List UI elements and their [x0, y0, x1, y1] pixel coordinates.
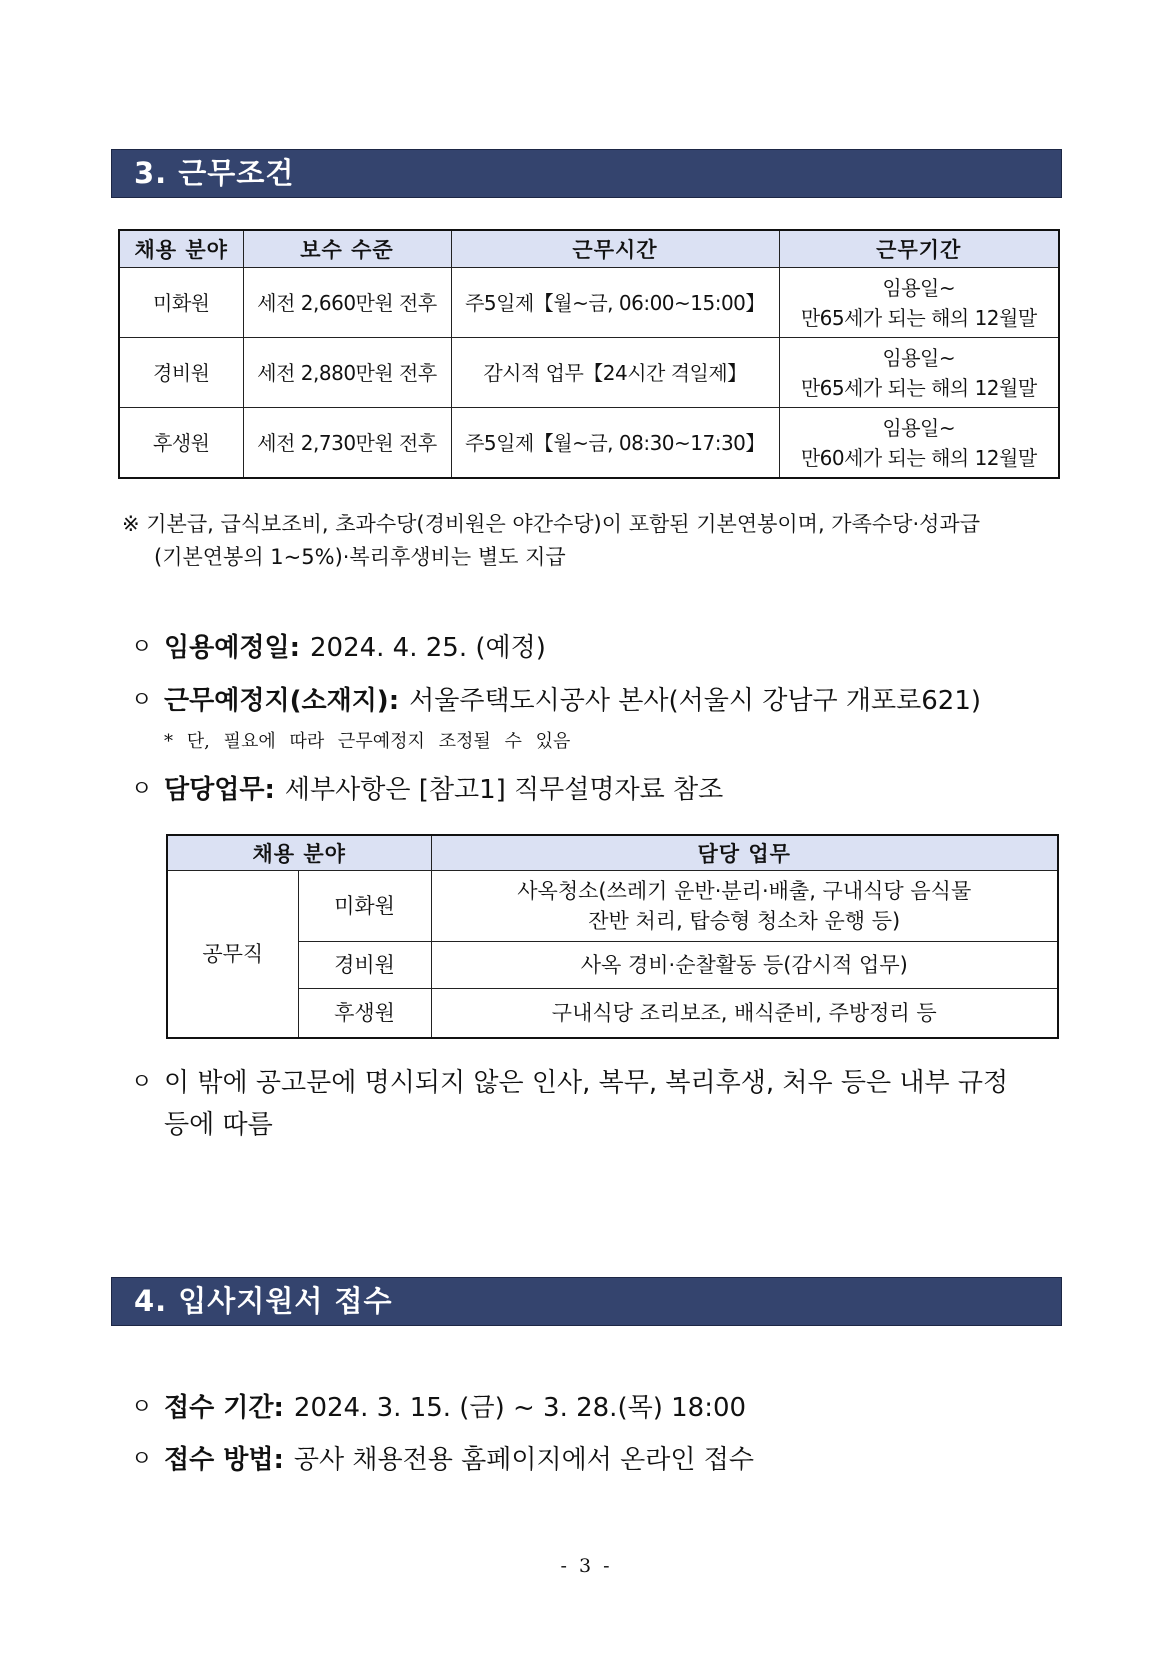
- period-line: 만60세가 되는 해의 12월말: [800, 445, 1037, 470]
- conditions-table: [118, 229, 1060, 479]
- column-header-period: 근무기간: [779, 230, 1059, 268]
- cell-pay: 세전 2,660만원 전후: [243, 268, 451, 338]
- bullet-icon: ㅇ: [131, 1070, 153, 1095]
- bullet-icon: ㅇ: [131, 688, 153, 713]
- item-value: 세부사항은 [참고1] 직무설명자료 참조: [284, 775, 724, 805]
- table-row: [167, 942, 1058, 989]
- cell-field: 미화원: [119, 268, 243, 338]
- table-row: [119, 268, 1059, 338]
- section-4-title: 4. 입사지원서 접수: [134, 1284, 393, 1318]
- column-header-pay: 보수 수준: [243, 230, 451, 268]
- item-value: 공사 채용전용 홈페이지에서 온라인 접수: [293, 1445, 754, 1475]
- cell-hours: 주5일제【월~금, 08:30~17:30】: [451, 408, 779, 479]
- item-label: 담당업무:: [164, 775, 275, 805]
- item-label: 접수 방법:: [164, 1445, 284, 1475]
- item-label: 근무예정지(소재지):: [164, 686, 400, 716]
- duty-line: 잔반 처리, 탑승형 청소차 운행 등): [588, 909, 901, 933]
- table-row: [119, 338, 1059, 408]
- cell-field: 미화원: [298, 871, 431, 942]
- item-label: 임용예정일:: [164, 633, 300, 663]
- item-value: 2024. 4. 25. (예정): [309, 633, 546, 663]
- bullet-icon: ㅇ: [131, 777, 153, 802]
- cell-group: 공무직: [167, 871, 298, 1039]
- cell-hours: 감시적 업무【24시간 격일제】: [451, 338, 779, 408]
- cell-period: [779, 408, 1059, 479]
- column-header-hours: 근무시간: [451, 230, 779, 268]
- bullet-icon: ㅇ: [131, 1395, 153, 1420]
- note-line: (기본연봉의 1~5%)·복리후생비는 별도 지급: [154, 545, 566, 569]
- section-3-header-bar: [111, 149, 1062, 198]
- item-value: 서울주택도시공사 본사(서울시 강남구 개포로621): [409, 686, 982, 716]
- duties-table: [166, 834, 1059, 1039]
- item-value: 2024. 3. 15. (금) ~ 3. 28.(목) 18:00: [293, 1393, 747, 1423]
- cell-duty: [431, 871, 1058, 942]
- cell-field: 경비원: [119, 338, 243, 408]
- item-label: 접수 기간:: [164, 1393, 284, 1423]
- cell-field: 경비원: [298, 942, 431, 989]
- table-row: [167, 989, 1058, 1039]
- duties-table-header-row: [167, 835, 1058, 871]
- conditions-table-header-row: [119, 230, 1059, 268]
- period-line: 만65세가 되는 해의 12월말: [800, 375, 1037, 400]
- period-line: 만65세가 되는 해의 12월말: [800, 305, 1037, 330]
- cell-pay: 세전 2,880만원 전후: [243, 338, 451, 408]
- salary-note: [122, 508, 980, 574]
- closing-line: 등에 따름: [164, 1110, 273, 1140]
- page-number: - 3 -: [560, 1555, 610, 1577]
- cell-pay: 세전 2,730만원 전후: [243, 408, 451, 479]
- location-sub-note: * 단, 필요에 따라 근무예정지 조정될 수 있음: [164, 731, 571, 752]
- bullet-icon: ㅇ: [131, 1447, 153, 1472]
- note-line: ※ 기본급, 급식보조비, 초과수당(경비원은 야간수당)이 포함된 기본연봉이며, 가족수당·성과급: [122, 512, 980, 536]
- section-4-header-bar: [111, 1277, 1062, 1326]
- cell-period: [779, 268, 1059, 338]
- period-line: 임용일~: [882, 415, 956, 440]
- bullet-icon: ㅇ: [131, 635, 153, 660]
- cell-duty: 구내식당 조리보조, 배식준비, 주방정리 등: [431, 989, 1058, 1039]
- cell-field: 후생원: [298, 989, 431, 1039]
- column-header-field: 채용 분야: [167, 835, 431, 871]
- cell-field: 후생원: [119, 408, 243, 479]
- closing-line: 이 밖에 공고문에 명시되지 않은 인사, 복무, 복리후생, 처우 등은 내부 규정: [164, 1068, 1009, 1098]
- period-line: 임용일~: [882, 275, 956, 300]
- column-header-field: 채용 분야: [119, 230, 243, 268]
- cell-hours: 주5일제【월~금, 06:00~15:00】: [451, 268, 779, 338]
- period-line: 임용일~: [882, 345, 956, 370]
- table-row: [119, 408, 1059, 479]
- column-header-duty: 담당 업무: [431, 835, 1058, 871]
- section-3-title: 3. 근무조건: [134, 156, 295, 190]
- cell-period: [779, 338, 1059, 408]
- duty-line: 사옥청소(쓰레기 운반·분리·배출, 구내식당 음식물: [517, 879, 972, 903]
- cell-duty: 사옥 경비·순찰활동 등(감시적 업무): [431, 942, 1058, 989]
- table-row: [167, 871, 1058, 942]
